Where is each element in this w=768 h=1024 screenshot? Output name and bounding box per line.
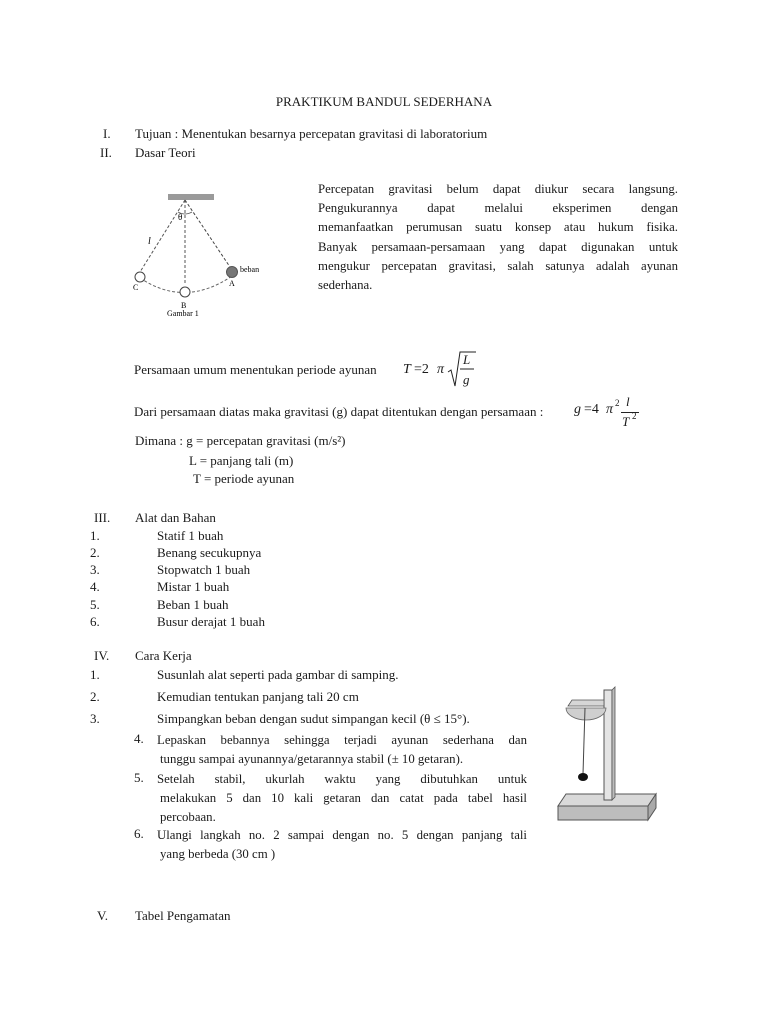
label-b: B	[181, 301, 187, 310]
theory-paragraph	[318, 180, 678, 295]
step-line: Ulangi langkah no. 2 sampai dengan no. 5 dengan panjang tali	[157, 828, 527, 842]
theory-line: memanfaatkan perumusan suatu konsep atau hukum fisika.	[318, 220, 678, 235]
section-5-text: Tabel Pengamatan	[135, 908, 231, 923]
bob-position-b	[180, 287, 190, 297]
step-5	[157, 770, 527, 827]
section-1-number: I.	[103, 126, 111, 141]
theory-line: mengukur percepatan gravitasi, salah satunya adalah ayunan	[318, 258, 678, 273]
step-line: tunggu sampai ayunannya/getarannya stabil (± 10 getaran).	[160, 752, 464, 766]
section-4-text: Cara Kerja	[135, 648, 192, 663]
eq2-lhs: g	[574, 402, 581, 417]
section-5-number: V.	[97, 908, 108, 923]
step-line: melakukan 5 dan 10 kali getaran dan catat pada tabel hasil	[160, 791, 527, 805]
step-text: Simpangkan beban dengan sudut simpangan kecil (θ ≤ 15°).	[157, 711, 470, 726]
eq2-pi: π	[606, 402, 614, 417]
equation-2-text: Dari persamaan diatas maka gravitasi (g) dapat ditentukan dengan persamaan :	[134, 404, 544, 419]
dimana-g: Dimana : g = percepatan gravitasi (m/s²)	[135, 433, 346, 448]
figure-caption: Gambar 1	[167, 309, 199, 318]
label-beban: beban	[240, 265, 260, 274]
step-text: Susunlah alat seperti pada gambar di samping.	[157, 667, 399, 682]
alat-number: 1.	[90, 528, 100, 543]
dimana-t: T = periode ayunan	[193, 471, 295, 486]
equation-1-text: Persamaan umum menentukan periode ayunan	[134, 362, 377, 377]
string-left	[140, 200, 185, 272]
equation-1	[403, 352, 483, 392]
alat-number: 2.	[90, 545, 100, 560]
theory-line: Percepatan gravitasi belum dapat diukur secara langsung.	[318, 182, 678, 196]
stand-arm	[568, 700, 604, 706]
label-c: C	[133, 283, 139, 292]
theory-line: Pengukurannya dapat melalui eksperimen dengan	[318, 201, 678, 216]
step-line: Setelah stabil, ukurlah waktu yang dibutuhkan untuk	[157, 772, 527, 786]
alat-item: Beban 1 buah	[157, 597, 229, 612]
section-3-number: III.	[94, 510, 111, 525]
section-3-text: Alat dan Bahan	[135, 510, 216, 525]
eq1-equals: =2	[414, 362, 429, 377]
alat-number: 3.	[90, 562, 100, 577]
alat-number: 5.	[90, 597, 100, 612]
section-2-number: II.	[100, 145, 112, 160]
pendulum-support	[168, 194, 214, 200]
stand-pole-side	[612, 687, 615, 800]
pendulum-figure	[128, 190, 288, 320]
pendulum-bob	[578, 773, 588, 781]
step-line: percobaan.	[160, 810, 216, 824]
section-1-text: Tujuan : Menentukan besarnya percepatan gravitasi di laboratorium	[135, 126, 488, 141]
protractor	[566, 708, 606, 720]
eq1-denominator: g	[463, 372, 470, 387]
eq1-numerator: L	[463, 352, 471, 367]
step-4	[157, 731, 527, 769]
step-number: 4.	[134, 731, 144, 746]
eq2-equals: =4	[584, 402, 599, 417]
stand-base-front	[558, 806, 648, 820]
label-l: l	[148, 236, 151, 247]
alat-item: Busur derajat 1 buah	[157, 614, 265, 629]
label-a: A	[229, 279, 235, 288]
step-line: yang berbeda (30 cm )	[160, 847, 276, 861]
alat-item: Mistar 1 buah	[157, 579, 230, 594]
bob-position-a	[227, 267, 238, 278]
step-text: Kemudian tentukan panjang tali 20 cm	[157, 689, 359, 704]
page-title: PRAKTIKUM BANDUL SEDERHANA	[275, 94, 493, 109]
step-line: Lepaskan bebannya sehingga terjadi ayunan sederhana dan	[157, 733, 527, 747]
theory-line: sederhana.	[318, 278, 373, 293]
eq2-denominator: T	[622, 414, 630, 429]
apparatus-figure	[544, 678, 664, 830]
equation-2	[574, 394, 644, 434]
eq1-pi: π	[437, 362, 445, 377]
step-number: 6.	[134, 826, 144, 841]
dimana-l: L = panjang tali (m)	[189, 453, 294, 468]
alat-item: Benang secukupnya	[157, 545, 262, 560]
stand-pole	[604, 690, 612, 800]
eq1-lhs: T	[403, 362, 411, 377]
eq2-numerator: l	[626, 394, 630, 409]
step-number: 5.	[134, 770, 144, 785]
section-4-number: IV.	[94, 648, 110, 663]
step-number: 2.	[90, 689, 100, 704]
eq2-den-square: 2	[632, 411, 637, 421]
sqrt-sign	[447, 350, 477, 390]
step-6	[157, 826, 527, 864]
alat-number: 4.	[90, 579, 100, 594]
section-2-text: Dasar Teori	[135, 145, 196, 160]
alat-number: 6.	[90, 614, 100, 629]
theory-line: Banyak persamaan-persamaan yang dapat digunakan untuk	[318, 239, 678, 254]
step-number: 3.	[90, 711, 100, 726]
step-number: 1.	[90, 667, 100, 682]
alat-item: Statif 1 buah	[157, 528, 224, 543]
alat-item: Stopwatch 1 buah	[157, 562, 251, 577]
string-right	[185, 200, 232, 270]
bob-position-c	[135, 272, 145, 282]
label-theta: θ	[178, 212, 183, 222]
eq2-pi-square: 2	[615, 398, 620, 408]
